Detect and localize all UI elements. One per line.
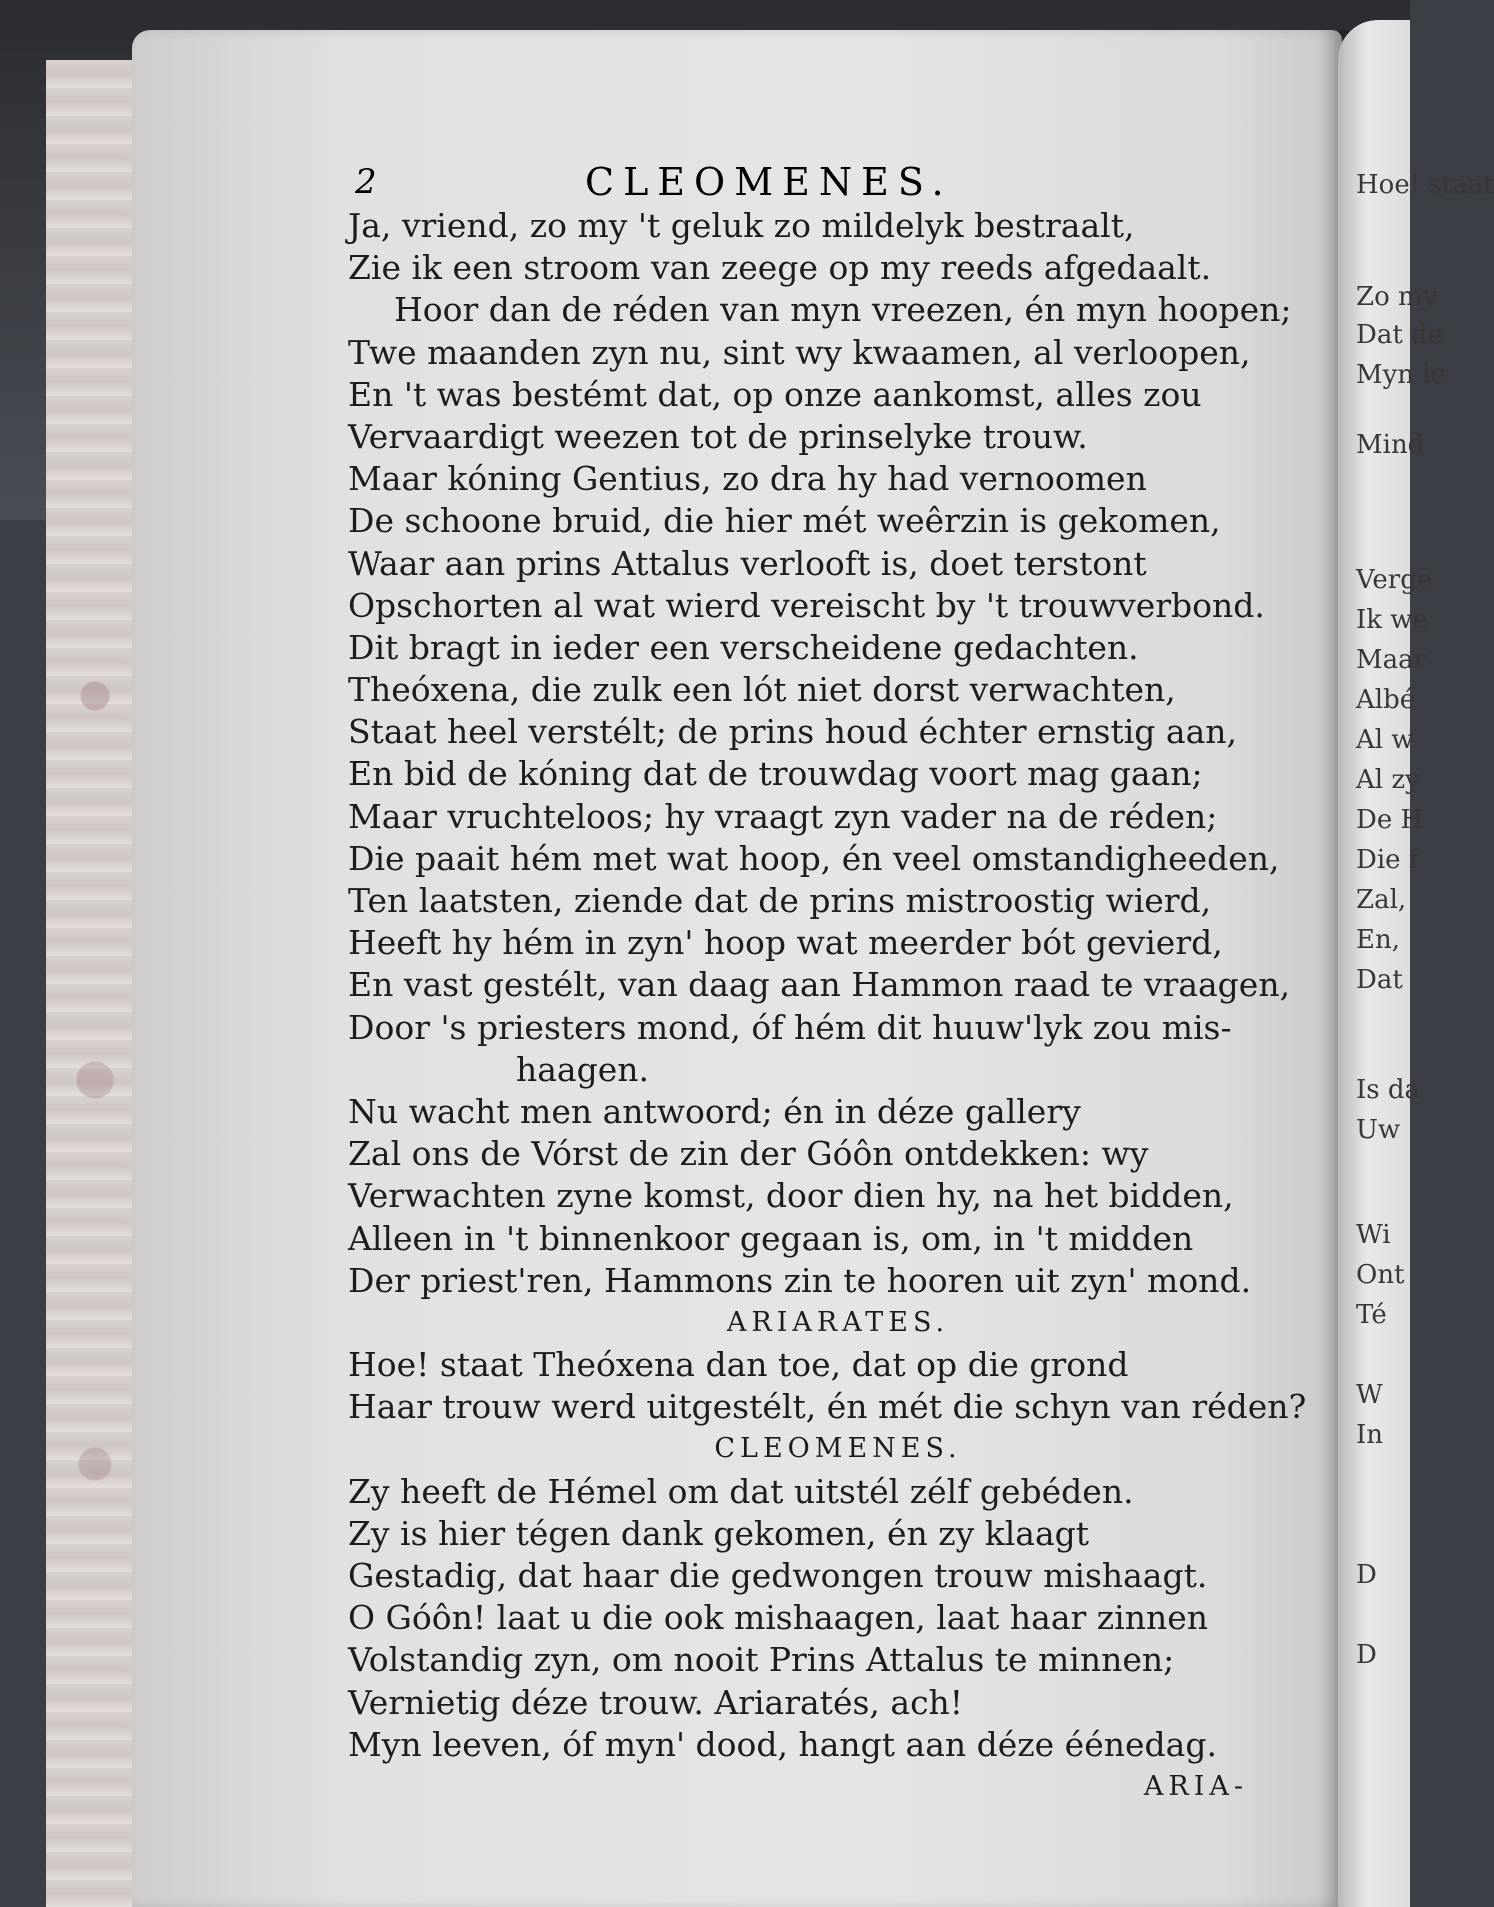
verse-line: Maar vruchteloos; hy vraagt zyn vader na de réden; — [348, 796, 1218, 836]
facing-fragment: Zal, — [1356, 885, 1407, 915]
verse-line: Nu wacht men antwoord; én in déze gallery — [348, 1091, 1081, 1131]
facing-fragment: D — [1356, 1560, 1377, 1590]
book-page-right-edge — [1338, 20, 1494, 1907]
verse-line: O Góôn! laat u die ook mishaagen, laat haar zinnen — [348, 1598, 1208, 1638]
facing-fragment: Uw — [1356, 1115, 1401, 1145]
verse-line: Zal ons de Vórst de zin der Góôn ontdekken: wy — [348, 1134, 1149, 1174]
verse-line: Hoor dan de réden van myn vreezen, én myn hoopen; — [394, 290, 1292, 330]
facing-fragment: Mind — [1356, 430, 1425, 460]
verse-line: De schoone bruid, die hier mét weêrzin is gekomen, — [348, 501, 1221, 541]
page-number: 2 — [355, 162, 377, 202]
verse-line: Zie ik een stroom van zeege op my reeds afgedaalt. — [348, 248, 1212, 288]
facing-fragment: In — [1356, 1420, 1384, 1450]
verse-line: Twe maanden zyn nu, sint wy kwaamen, al verloopen, — [348, 332, 1251, 372]
verse-line: Myn leeven, óf myn' dood, hangt aan déze éénedag. — [348, 1724, 1217, 1764]
verse-text-block — [348, 205, 1307, 1808]
facing-fragment: Zo my — [1356, 282, 1438, 312]
verse-line: Haar trouw werd uitgestélt, én mét die schyn van réden? — [348, 1387, 1307, 1427]
facing-fragment: Myn le — [1356, 360, 1447, 390]
running-title: CLEOMENES. — [585, 160, 953, 204]
verse-line: Opschorten al wat wierd vereischt by 't trouwverbond. — [348, 585, 1265, 625]
verse-line: Door 's priesters mond, óf hém dit huuw'lyk zou mis- — [348, 1007, 1232, 1047]
verse-line: Theóxena, die zulk een lót niet dorst verwachten, — [348, 670, 1176, 710]
facing-fragment: Verge — [1356, 565, 1433, 595]
facing-fragment: Ont — [1356, 1260, 1405, 1290]
verse-line: Zy heeft de Hémel om dat uitstél zélf gebéden. — [348, 1471, 1134, 1511]
facing-fragment: W — [1356, 1380, 1383, 1410]
verse-line: Ten laatsten, ziende dat de prins mistroostig wierd, — [348, 881, 1212, 920]
speaker-name: CLEOMENES. — [714, 1433, 962, 1465]
page-header — [355, 160, 1255, 210]
facing-fragment: D — [1356, 1640, 1377, 1670]
verse-line: Vervaardigt weezen tot de prinselyke trouw. — [348, 416, 1088, 456]
verse-line: Zy is hier tégen dank gekomen, én zy klaagt — [348, 1513, 1090, 1553]
facing-fragment: Dat de — [1356, 320, 1444, 350]
catchword: ARIA- — [1143, 1770, 1248, 1802]
verse-line: Heeft hy hém in zyn' hoop wat meerder bót gevierd, — [348, 923, 1223, 963]
verse-line: Der priest'ren, Hammons zin te hooren uit zyn' mond. — [348, 1260, 1252, 1300]
verse-line: Dit bragt in ieder een verscheidene gedachten. — [348, 627, 1139, 667]
verse-line: haagen. — [516, 1049, 649, 1089]
verse-line: Alleen in 't binnenkoor gegaan is, om, in 't midden — [348, 1218, 1194, 1258]
verse-line: En bid de kóning dat de trouwdag voort mag gaan; — [348, 754, 1203, 794]
facing-fragment: Al zy — [1356, 765, 1420, 795]
facing-fragment: Ik we — [1356, 605, 1428, 635]
verse-line: Die paait hém met wat hoop, én veel omstandigheeden, — [348, 838, 1280, 878]
facing-fragment: Al w — [1356, 725, 1414, 755]
facing-fragment: De H — [1356, 805, 1424, 835]
facing-fragment: Wi — [1356, 1220, 1391, 1250]
verse-line: Waar aan prins Attalus verlooft is, doet terstont — [348, 543, 1147, 583]
facing-fragment: Is da — [1356, 1075, 1421, 1105]
spine-decoration — [60, 600, 130, 1800]
verse-line: Gestadig, dat haar die gedwongen trouw mishaagt. — [348, 1556, 1208, 1595]
verse-line: Maar kóning Gentius, zo dra hy had vernoomen — [348, 459, 1147, 499]
facing-fragment: Die f — [1356, 845, 1419, 875]
verse-line: Vernietig déze trouw. Ariaratés, ach! — [348, 1682, 964, 1722]
verse-line: En vast gestélt, van daag aan Hammon raad te vraagen, — [348, 965, 1291, 1005]
verse-line: Hoe! staat Theóxena dan toe, dat op die grond — [348, 1345, 1129, 1385]
verse-line: Verwachten zyne komst, door dien hy, na het bidden, — [348, 1176, 1234, 1216]
speaker-name: ARIARATES. — [726, 1306, 950, 1338]
facing-fragment: Hoe! staat — [1356, 170, 1494, 200]
verse-line: En 't was bestémt dat, op onze aankomst, alles zou — [348, 374, 1202, 414]
verse-line: Ja, vriend, zo my 't geluk zo mildelyk bestraalt, — [348, 206, 1135, 245]
facing-fragment: En, — [1356, 925, 1400, 955]
facing-fragment: Maar — [1356, 645, 1427, 675]
verse-line: Volstandig zyn, om nooit Prins Attalus te minnen; — [348, 1640, 1175, 1680]
verse-line: Staat heel verstélt; de prins houd échter ernstig aan, — [348, 712, 1238, 752]
facing-fragment: Albé — [1356, 685, 1416, 715]
facing-fragment: Té — [1356, 1300, 1387, 1330]
facing-fragment: Dat — [1356, 965, 1403, 995]
